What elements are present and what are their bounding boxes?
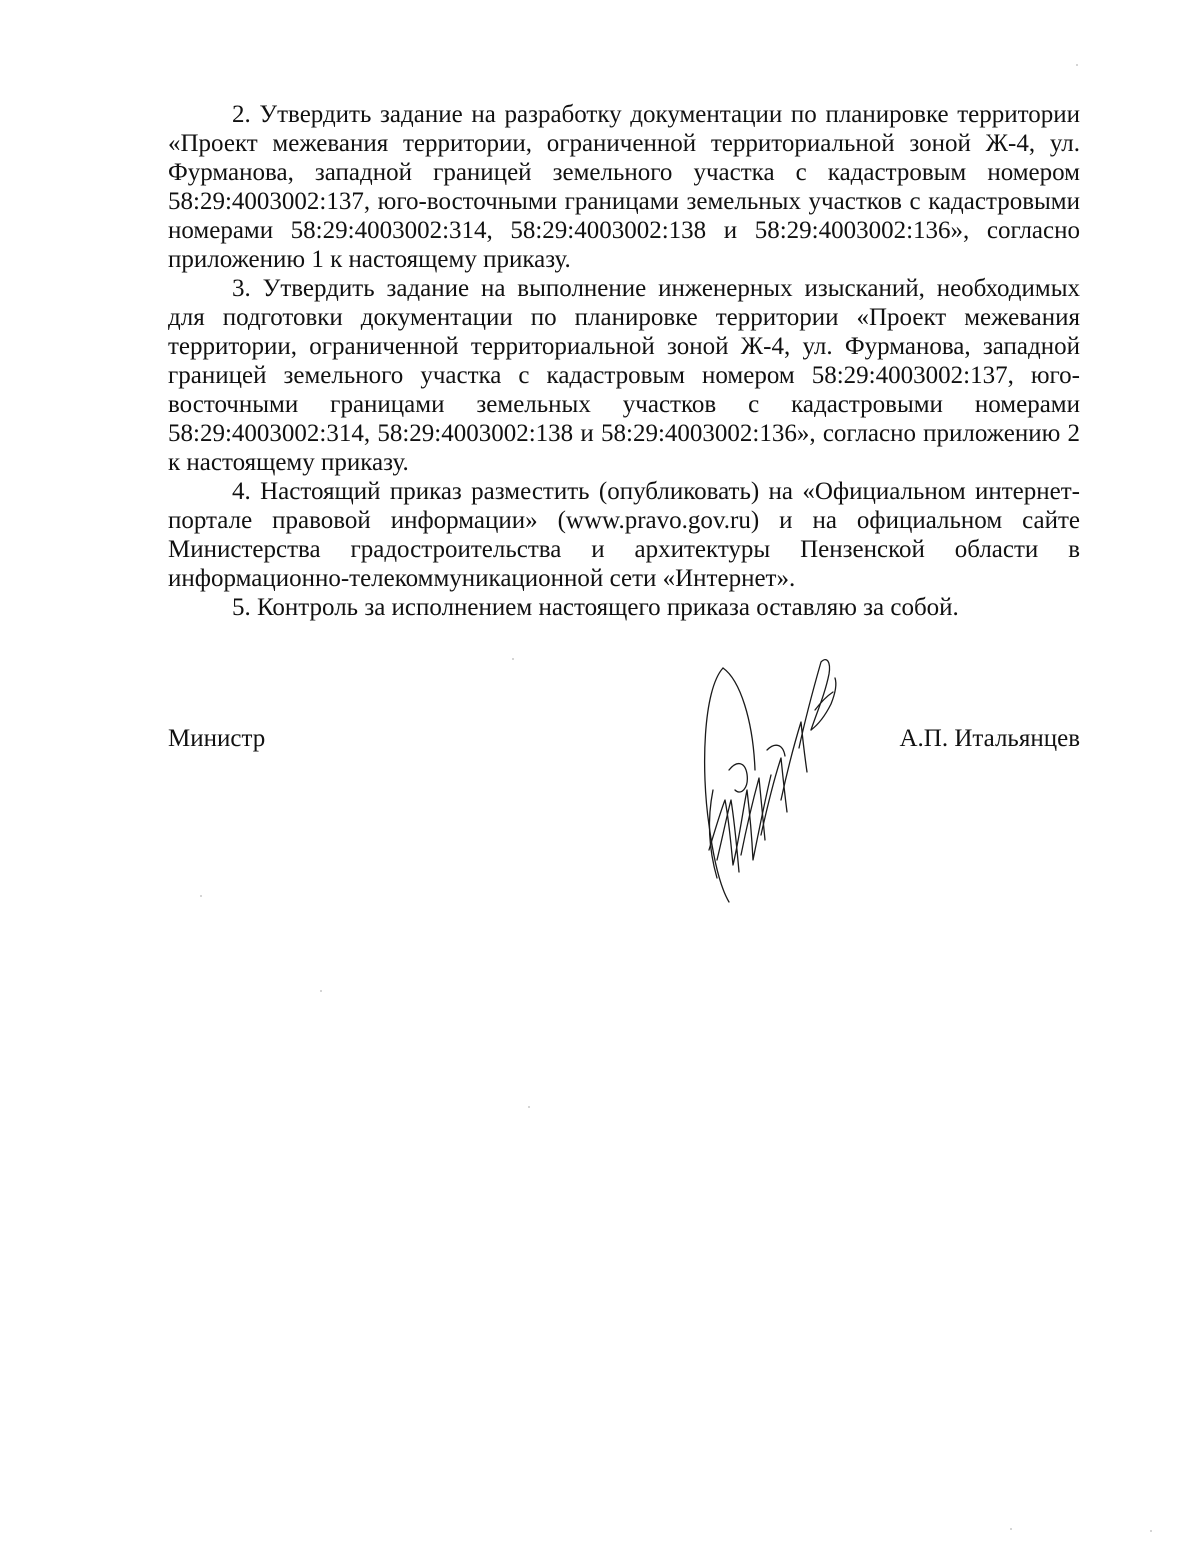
scan-speck xyxy=(200,895,202,897)
scan-speck xyxy=(320,990,322,992)
scan-speck xyxy=(528,1106,530,1108)
paragraph-5: 5. Контроль за исполнением настоящего приказа оставляю за собой. xyxy=(232,594,959,621)
paragraph-3: 3. Утвердить задание на выполнение инженерных изысканий, необходимых для подготовки документации по планировке территории «Проект межевания территории, ограниченной территориальной зоной Ж-4, ул. Фурманова, западной границей земельного участка с кадастровым номером 58:29:4003002:137, юго-восточными границами земельных участков с кадастровыми номерами 58:29:4003002:314, 58:29:4003002:138 и 58:29:4003002:136», согласно приложению 2 к настоящему приказу. xyxy=(168,275,1080,476)
signature-block xyxy=(168,724,1080,764)
signer-name: А.П. Итальянцев xyxy=(899,725,1080,752)
handwritten-signature-icon xyxy=(695,650,845,910)
scan-speck xyxy=(1076,64,1078,66)
paragraph-2: 2. Утвердить задание на разработку документации по планировке территории «Проект межевания территории, ограниченной территориальной зоной Ж-4, ул. Фурманова, западной границей земельного участка с кадастровым номером 58:29:4003002:137, юго-восточными границами земельных участков с кадастровыми номерами 58:29:4003002:314, 58:29:4003002:138 и 58:29:4003002:136», согласно приложению 1 к настоящему приказу. xyxy=(168,101,1080,273)
document-body xyxy=(168,100,1080,622)
scan-speck xyxy=(1150,1530,1152,1532)
signer-position: Министр xyxy=(168,725,266,752)
scan-speck xyxy=(512,658,514,660)
paragraph-4: 4. Настоящий приказ разместить (опубликовать) на «Официальном интернет-портале правовой информации» (www.pravo.gov.ru) и на официальном сайте Министерства градостроительства и архитектуры Пензенской области в информационно-телекоммуникационной сети «Интернет». xyxy=(168,478,1080,592)
scan-speck xyxy=(1010,1528,1012,1530)
